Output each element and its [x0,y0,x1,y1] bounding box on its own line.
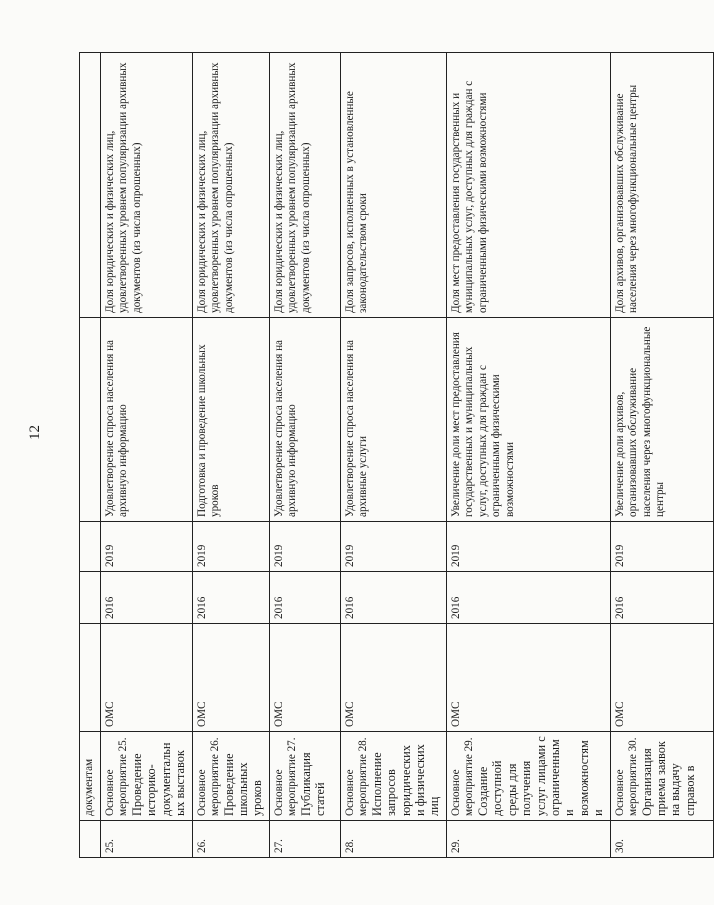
continuation-text: документам [80,732,101,821]
expected-result: Удовлетворение спроса населения на архивные услуги [340,318,446,522]
row-number: 25. [101,821,193,858]
activity-name: Основное мероприятие 28. Исполнение запросов юридических и физических лиц [340,732,446,821]
row-number: 28. [340,821,446,858]
indicator: Доля юридических и физических лиц, удовлетворенных уровнем популяризации архивных документов (из числа опрошенных) [101,53,193,318]
expected-result: Увеличение доли мест предоставления государственных и муниципальных услуг, доступных для граждан с ограниченными физическими возможностями [446,318,610,522]
table-row [101,53,193,858]
indicator: Доля мест предоставления государственных и муниципальных услуг, доступных для граждан с ограниченными физическими возможностями [446,53,610,318]
page-number: 12 [27,425,43,440]
end-year: 2019 [446,522,610,572]
expected-result: Удовлетворение спроса населения на архивную информацию [101,318,193,522]
activity-name: Основное мероприятие 29. Создание доступной среды для получения услуг лицами с ограниченными возможностями [446,732,610,821]
table-row [446,53,610,858]
expected-result: Удовлетворение спроса населения на архивную информацию [269,318,340,522]
table-row [340,53,446,858]
executor: ОМС [340,624,446,732]
activities-table [79,52,714,858]
table-row [610,53,713,858]
row-number: 27. [269,821,340,858]
executor: ОМС [269,624,340,732]
indicator: Доля юридических и физических лиц, удовлетворенных уровнем популяризации архивных документов (из числа опрошенных) [269,53,340,318]
start-year: 2016 [192,572,269,624]
expected-result: Подготовка и проведение школьных уроков [192,318,269,522]
end-year: 2019 [192,522,269,572]
table-row [269,53,340,858]
start-year: 2016 [340,572,446,624]
start-year: 2016 [269,572,340,624]
end-year: 2019 [610,522,713,572]
activity-name: Основное мероприятие 27. Публикация статей [269,732,340,821]
end-year: 2019 [269,522,340,572]
table-row [192,53,269,858]
indicator: Доля запросов, исполненных в установленные законодательством сроки [340,53,446,318]
start-year: 2016 [101,572,193,624]
activity-name: Основное мероприятие 26. Проведение школьных уроков [192,732,269,821]
start-year: 2016 [446,572,610,624]
executor: ОМС [446,624,610,732]
start-year: 2016 [610,572,713,624]
row-number: 30. [610,821,713,858]
end-year: 2019 [340,522,446,572]
row-number: 29. [446,821,610,858]
executor: ОМС [101,624,193,732]
indicator: Доля юридических и физических лиц, удовлетворенных уровнем популяризации архивных документов (из числа опрошенных) [192,53,269,318]
activity-name: Основное мероприятие 30. Организация приема заявок на выдачу справок в [610,732,713,821]
end-year: 2019 [101,522,193,572]
row-number: 26. [192,821,269,858]
continuation-row [80,53,101,858]
indicator: Доля архивов, организовавших обслуживание населения через многофункциональные центры [610,53,713,318]
executor: ОМС [192,624,269,732]
expected-result: Увеличение доли архивов, организовавших обслуживание населения через многофункциональные центры [610,318,713,522]
activity-name: Основное мероприятие 25. Проведение историко-документальных выставок [101,732,193,821]
executor: ОМС [610,624,713,732]
rotated-table-wrapper [79,53,697,858]
